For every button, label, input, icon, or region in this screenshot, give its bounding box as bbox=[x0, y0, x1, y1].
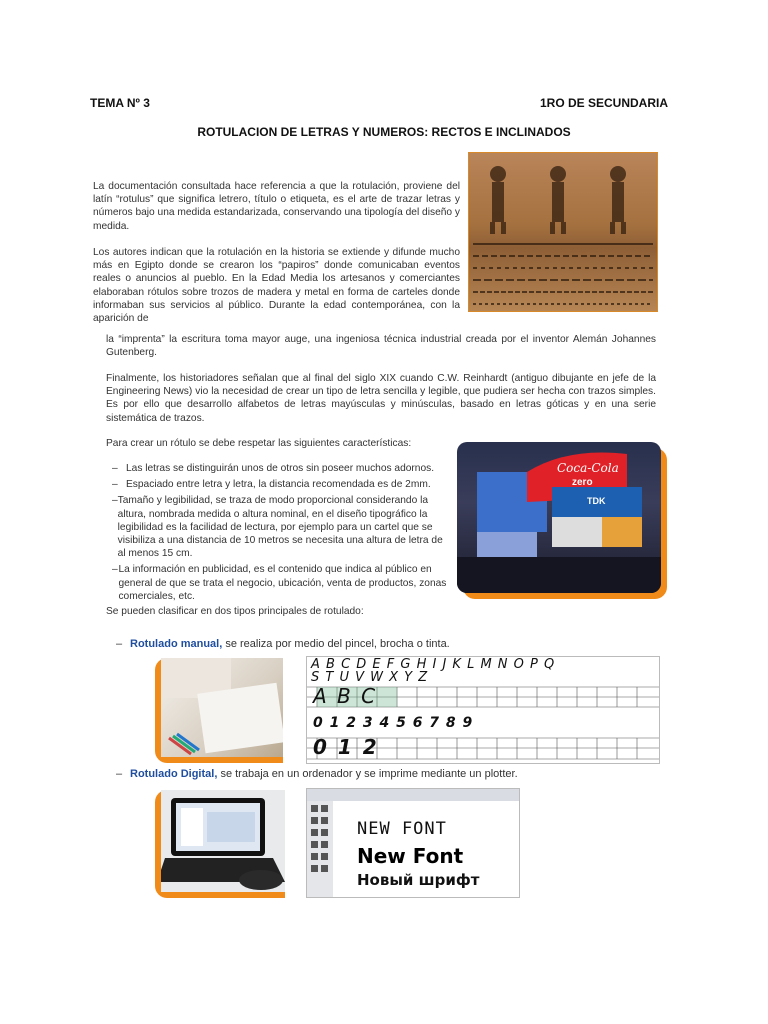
manual-lettering-item: – Rotulado manual, se realiza por medio del pincel, brocha o tinta. bbox=[116, 638, 450, 650]
font-editor-screenshot bbox=[306, 788, 520, 898]
bullet-text: Espaciado entre letra y letra, la distancia recomendada es de 2mm. bbox=[126, 479, 431, 491]
billboard-zero-text: zero bbox=[572, 477, 593, 488]
page-title: ROTULACION DE LETRAS Y NUMEROS: RECTOS E INCLINADOS bbox=[197, 125, 571, 139]
alphabet-row-1: A B C D E F G H I J K L M N O P Q bbox=[311, 657, 556, 672]
tool-icons bbox=[307, 801, 333, 897]
laptop-photo-frame bbox=[155, 790, 285, 898]
alphabet-row-2: S T U V W X Y Z bbox=[311, 670, 429, 685]
manual-photo-frame bbox=[155, 658, 283, 763]
bullet-item: – La información en publicidad, es el contenido que indica al público en general de que se trata el negocio, ubicación, venta de productos, zonas comerciales, etc. bbox=[112, 563, 452, 603]
billboard-brand-text: Coca-Cola bbox=[557, 461, 619, 475]
lettering-grid-image bbox=[306, 656, 660, 764]
paragraph-definition: La documentación consultada hace referencia a que la rotulación, proviene del latín “rotulus” que significa letrero, título o etiqueta, es el arte de trazar letras y números bajo una medida estandarizada, conservando una tipología del diseño y medida. bbox=[93, 181, 460, 232]
editor-tool-panel bbox=[307, 801, 333, 897]
abc-sample: A B C bbox=[313, 684, 378, 708]
editor-toolbar bbox=[307, 789, 519, 801]
egyptian-papyrus-image bbox=[468, 152, 658, 312]
paragraph-reinhardt: Finalmente, los historiadores señalan que al final del siglo XIX cuando C.W. Reinhardt (antiguo dibujante en jefe de la Engineering News) vio la necesidad de crear un tipo de letra sencilla y legible, que pudiera ser hecha con trazos simples. Es por ello que desarrollo alfabetos de letras mayúsculas y minúsculas, basado en letras góticas y en una serie sistemática de trazos. bbox=[106, 373, 656, 424]
laptop-illustration bbox=[161, 790, 285, 892]
digital-lettering-item: – Rotulado Digital, se trabaja en un ordenador y se imprime mediante un plotter. bbox=[116, 768, 518, 780]
manual-drawing-photo bbox=[161, 658, 283, 757]
digital-label: Rotulado Digital, bbox=[130, 768, 218, 780]
bullet-text: La información en publicidad, es el contenido que indica al público en general de que se trata el negocio, ubicación, venta de productos, zonas comerciales, etc. bbox=[118, 564, 447, 602]
paragraph-characteristics-intro: Para crear un rótulo se debe respetar las siguientes características: bbox=[106, 438, 412, 449]
bullet-item: – Tamaño y legibilidad, se traza de modo proporcional considerando la altura, nombrada medida o altura nominal, en el diseño tipográfico la legibilidad es la facilidad de lectura, por ejemplo para un cartel que se visibiliza a una distancia de 10 metros se necesita una altura de letra de al menos 15 cm. bbox=[112, 494, 452, 560]
font-sample-bold: New Font bbox=[357, 844, 464, 868]
billboard-image-frame bbox=[457, 442, 667, 599]
papyrus-figures bbox=[468, 152, 658, 312]
numbers-sample: 0 1 2 bbox=[313, 735, 379, 759]
hands-drawing bbox=[161, 658, 283, 757]
city-billboard-image bbox=[457, 442, 661, 593]
manual-text: se realiza por medio del pincel, brocha o tinta. bbox=[222, 638, 450, 650]
bullet-text: Tamaño y legibilidad, se traza de modo proporcional considerando la altura, nombrada medida o altura nominal, en el diseño tipográfico la legibilidad es la facilidad de lectura, por ejemplo para un cartel que se visibiliza a una distancia de 10 metros se necesita una altura de letra de al menos 15 cm. bbox=[117, 495, 443, 560]
billboard-scene bbox=[457, 442, 661, 593]
bullet-item: – Espaciado entre letra y letra, la distancia recomendada es de 2mm. bbox=[112, 479, 431, 491]
font-sample-outline: NEW FONT bbox=[357, 819, 447, 839]
paragraph-history: Los autores indican que la rotulación en la historia se extiende y difunde mucho más en Egipto donde se crearon los “papiros” donde comunicaban eventos reales o anuncios al pueblo. En la Edad Media los artesanos y comerciantes elaboraban rótulos sobre trozos de madera y metal en forma de carteles donde informaban sus servicios al público. Durante la edad contemporánea, con la aparición de bbox=[93, 247, 460, 325]
numbers-row: 0 1 2 3 4 5 6 7 8 9 bbox=[313, 715, 474, 731]
types-intro: Se pueden clasificar en dos tipos principales de rotulado: bbox=[106, 606, 364, 617]
bullet-item: – Las letras se distinguirán unos de otros sin poseer muchos adornos. bbox=[112, 463, 435, 474]
manual-label: Rotulado manual, bbox=[130, 638, 223, 650]
font-sample-cyrillic: Новый шрифт bbox=[357, 871, 480, 889]
grade-label: 1RO DE SECUNDARIA bbox=[539, 96, 668, 110]
topic-number: TEMA Nº 3 bbox=[90, 96, 150, 110]
billboard-tdk-text: TDK bbox=[587, 496, 606, 506]
digital-text: se trabaja en un ordenador y se imprime mediante un plotter. bbox=[217, 768, 518, 780]
laptop-photo bbox=[161, 790, 285, 892]
bullet-text: Las letras se distinguirán unos de otros sin poseer muchos adornos. bbox=[126, 463, 435, 474]
bullet-list bbox=[112, 462, 452, 603]
paragraph-printing: la “imprenta” la escritura toma mayor auge, una ingeniosa técnica industrial creada por el inventor Alemán Johannes Gutenberg. bbox=[106, 334, 656, 359]
